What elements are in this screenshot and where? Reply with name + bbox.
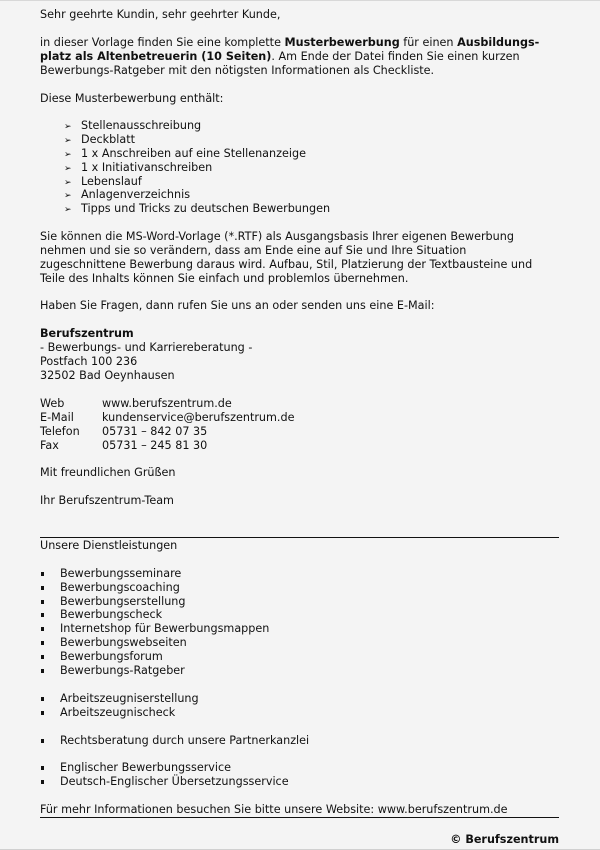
company-name: Berufszentrum bbox=[40, 327, 134, 340]
contents-item bbox=[64, 147, 306, 162]
service-label: Bewerbungsforum bbox=[60, 650, 163, 663]
intro-text: für einen bbox=[399, 36, 458, 49]
divider bbox=[40, 537, 559, 538]
square-bullet-icon bbox=[40, 595, 60, 609]
service-item bbox=[40, 775, 289, 789]
contents-item bbox=[64, 161, 212, 176]
service-label: Bewerbungswebseiten bbox=[60, 636, 187, 649]
contact-label: E-Mail bbox=[40, 411, 74, 424]
arrow-bullet-icon: ➢ bbox=[64, 178, 72, 188]
intro-line-1 bbox=[40, 36, 539, 50]
service-item bbox=[40, 664, 185, 678]
salutation: Sehr geehrte Kundin, sehr geehrter Kunde, bbox=[40, 8, 281, 21]
square-bullet-icon bbox=[40, 650, 60, 664]
contents-item-label: Lebenslauf bbox=[81, 175, 142, 188]
square-bullet-icon bbox=[40, 581, 60, 595]
contents-item-label: Deckblatt bbox=[81, 133, 135, 146]
service-label: Bewerbungscheck bbox=[60, 608, 163, 621]
signature: Ihr Berufszentrum-Team bbox=[40, 494, 174, 507]
service-item bbox=[40, 567, 181, 581]
service-item bbox=[40, 734, 309, 748]
contents-item bbox=[64, 133, 135, 148]
arrow-bullet-icon: ➢ bbox=[64, 150, 72, 160]
contents-heading: Diese Musterbewerbung enthält: bbox=[40, 92, 224, 105]
footer-divider bbox=[40, 817, 559, 818]
square-bullet-icon bbox=[40, 692, 60, 706]
intro-bold-ausbildung: Ausbildungs- bbox=[457, 36, 540, 49]
square-bullet-icon bbox=[40, 567, 60, 581]
service-item bbox=[40, 636, 187, 650]
service-item bbox=[40, 706, 175, 720]
service-item bbox=[40, 761, 231, 775]
fax-value: 05731 – 245 81 30 bbox=[102, 439, 208, 452]
email-link[interactable]: kundenservice@berufszentrum.de bbox=[102, 411, 295, 424]
service-label: Bewerbungscoaching bbox=[60, 581, 180, 594]
questions-text: Haben Sie Fragen, dann rufen Sie uns an oder senden uns eine E-Mail: bbox=[40, 299, 435, 312]
square-bullet-icon bbox=[40, 622, 60, 636]
intro-text: . Am Ende der Datei finden Sie einen kurzen bbox=[271, 50, 520, 63]
contents-item-label: Tipps und Tricks zu deutschen Bewerbungen bbox=[81, 202, 331, 215]
phone-value: 05731 – 842 07 35 bbox=[102, 425, 208, 438]
contact-phone bbox=[40, 425, 207, 439]
contact-web bbox=[40, 397, 232, 411]
service-item bbox=[40, 692, 199, 706]
contact-fax bbox=[40, 439, 207, 453]
web-link[interactable]: www.berufszentrum.de bbox=[102, 397, 232, 410]
intro-text: in dieser Vorlage finden Sie eine komplette bbox=[40, 36, 285, 49]
services-heading: Unsere Dienstleistungen bbox=[40, 539, 178, 552]
arrow-bullet-icon: ➢ bbox=[64, 191, 72, 201]
service-item bbox=[40, 622, 269, 636]
service-item bbox=[40, 650, 163, 664]
contact-label: Fax bbox=[40, 439, 59, 452]
contents-item bbox=[64, 188, 190, 203]
company-postbox: Postfach 100 236 bbox=[40, 355, 138, 368]
contents-item-label: Stellenausschreibung bbox=[81, 119, 202, 132]
footer-info: Für mehr Informationen besuchen Sie bitte unsere Website: www.berufszentrum.de bbox=[40, 803, 508, 816]
intro-bold-musterbewerbung: Musterbewerbung bbox=[284, 36, 400, 49]
copyright: © Berufszentrum bbox=[450, 833, 559, 846]
contents-item-label: 1 x Initiativanschreiben bbox=[81, 161, 213, 174]
arrow-bullet-icon: ➢ bbox=[64, 122, 72, 132]
intro-bold-position: platz als Altenbetreuerin (10 Seiten) bbox=[40, 50, 272, 63]
service-label: Englischer Bewerbungsservice bbox=[60, 761, 232, 774]
arrow-bullet-icon: ➢ bbox=[64, 164, 72, 174]
company-city: 32502 Bad Oeynhausen bbox=[40, 369, 175, 382]
contact-email bbox=[40, 411, 294, 425]
usage-line: Teile des Inhalts können Sie einfach und problemlos übernehmen. bbox=[40, 272, 409, 285]
contact-label: Web bbox=[40, 397, 65, 410]
service-label: Bewerbungs-Ratgeber bbox=[60, 664, 185, 677]
contents-item-label: Anlagenverzeichnis bbox=[81, 188, 191, 201]
square-bullet-icon bbox=[40, 761, 60, 775]
service-item bbox=[40, 581, 180, 595]
service-label: Arbeitszeugniserstellung bbox=[60, 692, 199, 705]
service-label: Bewerbungserstellung bbox=[60, 595, 186, 608]
square-bullet-icon bbox=[40, 706, 60, 720]
square-bullet-icon bbox=[40, 775, 60, 789]
service-label: Internetshop für Bewerbungsmappen bbox=[60, 622, 270, 635]
usage-line: zugeschnittene Bewerbung daraus wird. Aufbau, Stil, Platzierung der Textbausteine und bbox=[40, 258, 533, 271]
usage-line: nehmen und sie so verändern, dass am Ende eine auf Sie und Ihre Situation bbox=[40, 244, 467, 257]
arrow-bullet-icon: ➢ bbox=[64, 136, 72, 146]
square-bullet-icon bbox=[40, 608, 60, 622]
square-bullet-icon bbox=[40, 636, 60, 650]
contents-item bbox=[64, 119, 201, 134]
square-bullet-icon bbox=[40, 734, 60, 748]
service-item bbox=[40, 595, 185, 609]
service-label: Bewerbungsseminare bbox=[60, 567, 182, 580]
company-tagline: - Bewerbungs- und Karriereberatung - bbox=[40, 341, 253, 354]
contents-item-label: 1 x Anschreiben auf eine Stellenanzeige bbox=[81, 147, 306, 160]
usage-line: Sie können die MS-Word-Vorlage (*.RTF) als Ausgangsbasis Ihrer eigenen Bewerbung bbox=[40, 230, 514, 243]
service-label: Rechtsberatung durch unsere Partnerkanzlei bbox=[60, 734, 310, 747]
service-label: Arbeitszeugnischeck bbox=[60, 706, 176, 719]
square-bullet-icon bbox=[40, 664, 60, 678]
contact-label: Telefon bbox=[40, 425, 80, 438]
closing: Mit freundlichen Grüßen bbox=[40, 466, 176, 479]
service-label: Deutsch-Englischer Übersetzungsservice bbox=[60, 775, 289, 788]
service-item bbox=[40, 608, 162, 622]
intro-line-2 bbox=[40, 50, 520, 64]
arrow-bullet-icon: ➢ bbox=[64, 205, 72, 215]
contents-item bbox=[64, 202, 330, 217]
intro-line-3: Bewerbungs-Ratgeber mit den nötigsten Informationen als Checkliste. bbox=[40, 64, 435, 77]
